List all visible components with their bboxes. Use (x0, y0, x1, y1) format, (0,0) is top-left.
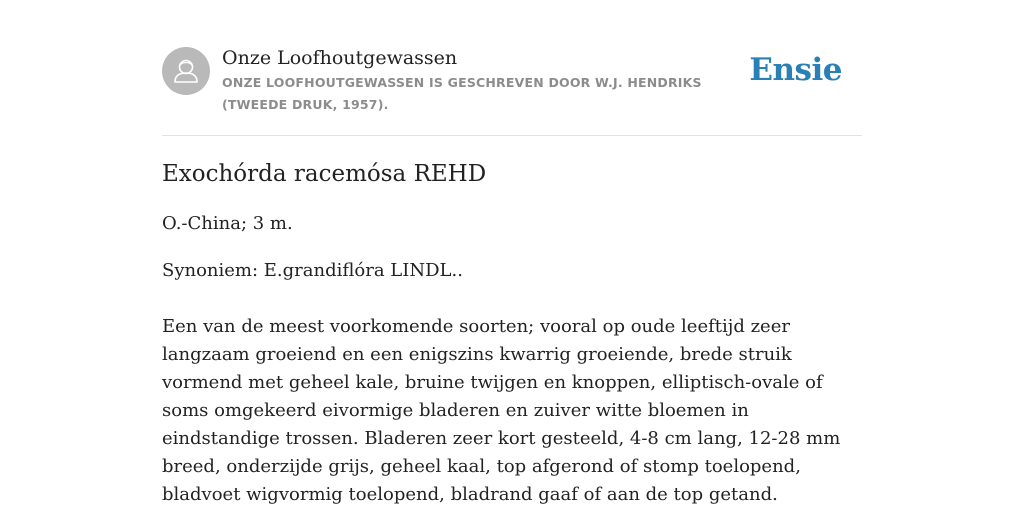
ensie-logo-link[interactable]: Ensie (749, 52, 842, 88)
entry-origin: O.-China; 3 m. (162, 213, 293, 234)
user-placeholder-icon (162, 47, 210, 95)
source-header (162, 44, 862, 136)
entry-synonym: Synoniem: E.grandiflóra LINDL.. (162, 260, 463, 281)
source-description: ONZE LOOFHOUTGEWASSEN IS GESCHREVEN DOOR W.J. HENDRIKS (TWEEDE DRUK, 1957). (222, 75, 702, 112)
entry-body: Een van de meest voorkomende soorten; vooral op oude leeftijd zeer langzaam groeiend en een enigszins kwarrig groeiende, brede struik vormend met geheel kale, bruine twijgen en knoppen, elliptisch-ovale of soms omgekeerd eivormige bladeren en zuiver witte bloemen in eindstandige trossen. Bladeren zeer kort gesteeld, 4-8 cm lang, 12-28 mm breed, onderzijde grijs, geheel kaal, top afgerond of stomp toelopend, bladvoet wigvormig toelopend, bladrand gaaf of aan de top getand. (162, 316, 841, 505)
source-title[interactable]: Onze Loofhoutgewassen (222, 47, 458, 69)
article-content (162, 158, 862, 509)
entry-title: Exochórda racemósa REHD (162, 161, 487, 187)
